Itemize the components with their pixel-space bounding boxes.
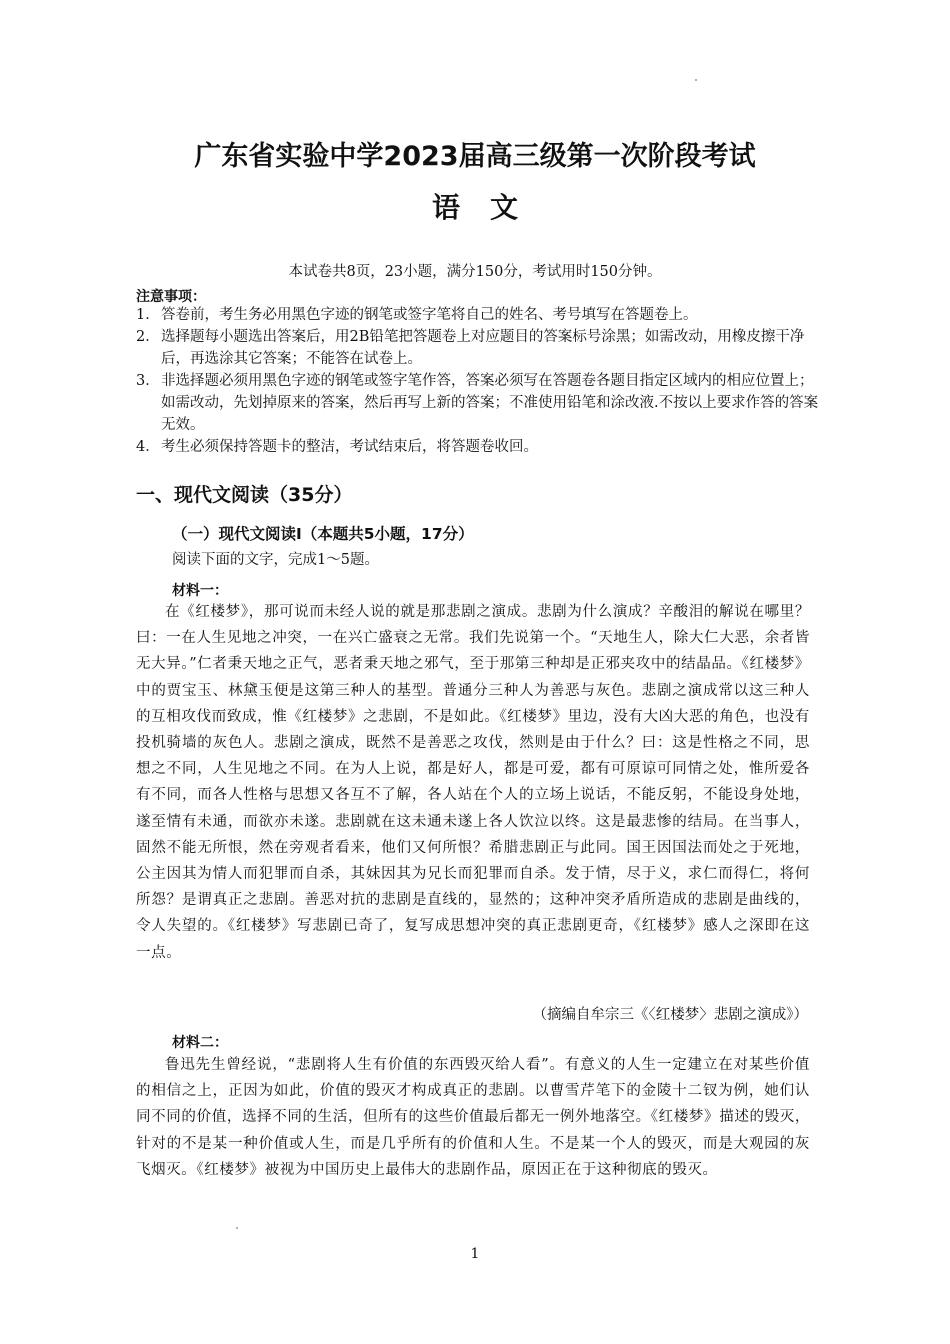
section-heading: 一、现代文阅读（35分）: [136, 484, 353, 506]
notice-item-number: 4．: [136, 439, 160, 455]
material-two-label: 材料二：: [172, 1035, 228, 1051]
notice-item: [136, 304, 826, 326]
subject-title: 语文: [431, 191, 548, 224]
material-one-label: 材料一：: [172, 583, 228, 599]
notice-heading: 注意事项：: [136, 289, 206, 305]
reading-instruction: 阅读下面的文字，完成1～5题。: [172, 552, 379, 568]
notice-item: [136, 436, 826, 458]
notice-item-text: 答卷前，考生务必用黑色字迹的钢笔或签字笔将自己的姓名、考号填写在答题卷上。: [161, 307, 698, 323]
notice-item-text: 考生必须保持答题卡的整洁，考试结束后，将答题卷收回。: [161, 439, 538, 455]
notice-item-text: 非选择题必须用黑色字迹的钢笔或签字笔作答，答案必须写在答题卷各题目指定区域内的相应位置上；如需改动，先划掉原来的答案，然后再写上新的答案；不准使用铅笔和涂改液.不按以上要求作答的答案无效。: [161, 373, 819, 433]
scan-speck: [695, 79, 697, 81]
notice-item-number: 2．: [136, 329, 160, 345]
subsection-heading: （一）现代文阅读Ⅰ（本题共5小题，17分）: [172, 525, 474, 543]
notice-item-number: 1．: [136, 307, 160, 323]
scan-speck: [236, 1227, 238, 1229]
notice-item: [136, 326, 826, 370]
exam-title: 广东省实验中学2023届高三级第一次阶段考试: [194, 141, 756, 172]
material-two-text: 鲁迅先生曾经说，“悲剧将人生有价值的东西毁灭给人看”。有意义的人生一定建立在对某些价值的相信之上，正因为如此，价值的毁灭才构成真正的悲剧。以曹雪芹笔下的金陵十二钗为例，她们认同不同的价值，选择不同的生活，但所有的这些价值最后都无一例外地落空。《红楼梦》描述的毁灭，针对的不是某一种价值或人生，而是几乎所有的价值和人生。不是某一个人的毁灭，而是大观园的灰飞烟灭。《红楼梦》被视为中国历史上最伟大的悲剧作品，原因正在于这种彻底的毁灭。: [136, 1057, 810, 1178]
page-number: 1: [470, 1246, 480, 1262]
notice-item-number: 3．: [136, 373, 160, 389]
notice-list: [136, 304, 826, 458]
notice-item-text: 选择题每小题选出答案后，用2B铅笔把答题卷上对应题目的答案标号涂黑；如需改动，用橡皮擦干净后，再选涂其它答案；不能答在试卷上。: [161, 329, 805, 367]
exam-intro: 本试卷共8页，23小题，满分150分，考试用时150分钟。: [288, 264, 662, 280]
material-one-source: （摘编自牟宗三《〈红楼梦〉悲剧之演成》）: [532, 1007, 808, 1023]
material-one-text: 在《红楼梦》，那可说而未经人说的就是那悲剧之演成。悲剧为什么演成？辛酸泪的解说在哪里？曰：一在人生见地之冲突，一在兴亡盛衰之无常。我们先说第一个。“天地生人，除大仁大恶，余者皆无大异。”仁者秉天地之正气，恶者秉天地之邪气，至于那第三种却是正邪夹攻中的结晶品。《红楼梦》中的贾宝玉、林黛玉便是这第三种人的基型。普通分三种人为善恶与灰色。悲剧之演成常以这三种人的互相攻伐而致成，惟《红楼梦》之悲剧，不是如此。《红楼梦》里边，没有大凶大恶的角色，也没有投机骑墙的灰色人。悲剧之演成，既然不是善恶之攻伐，然则是由于什么？曰：这是性格之不同，思想之不同，人生见地之不同。在为人上说，都是好人，都是可爱，都有可原谅可同情之处，惟所爱各有不同，而各人性格与思想又各互不了解，各人站在个人的立场上说话，不能反躬，不能设身处地，遂至情有未通，而欲亦未遂。悲剧就在这未通未遂上各人饮泣以终。这是最悲惨的结局。在当事人，固然不能无所恨，然在旁观者看来，他们又何所恨？希腊悲剧正与此同。国王因国法而处之于死地，公主因其为情人而犯罪而自杀，其妹因其为兄长而犯罪而自杀。发于情，尽于义，求仁而得仁，将何所怨？是谓真正之悲剧。善恶对抗的悲剧是直线的，显然的；这种冲突矛盾所造成的悲剧是曲线的，令人失望的。《红楼梦》写悲剧已奇了，复写成思想冲突的真正悲剧更奇，《红楼梦》感人之深即在这一点。: [136, 604, 810, 961]
notice-item: [136, 370, 826, 436]
